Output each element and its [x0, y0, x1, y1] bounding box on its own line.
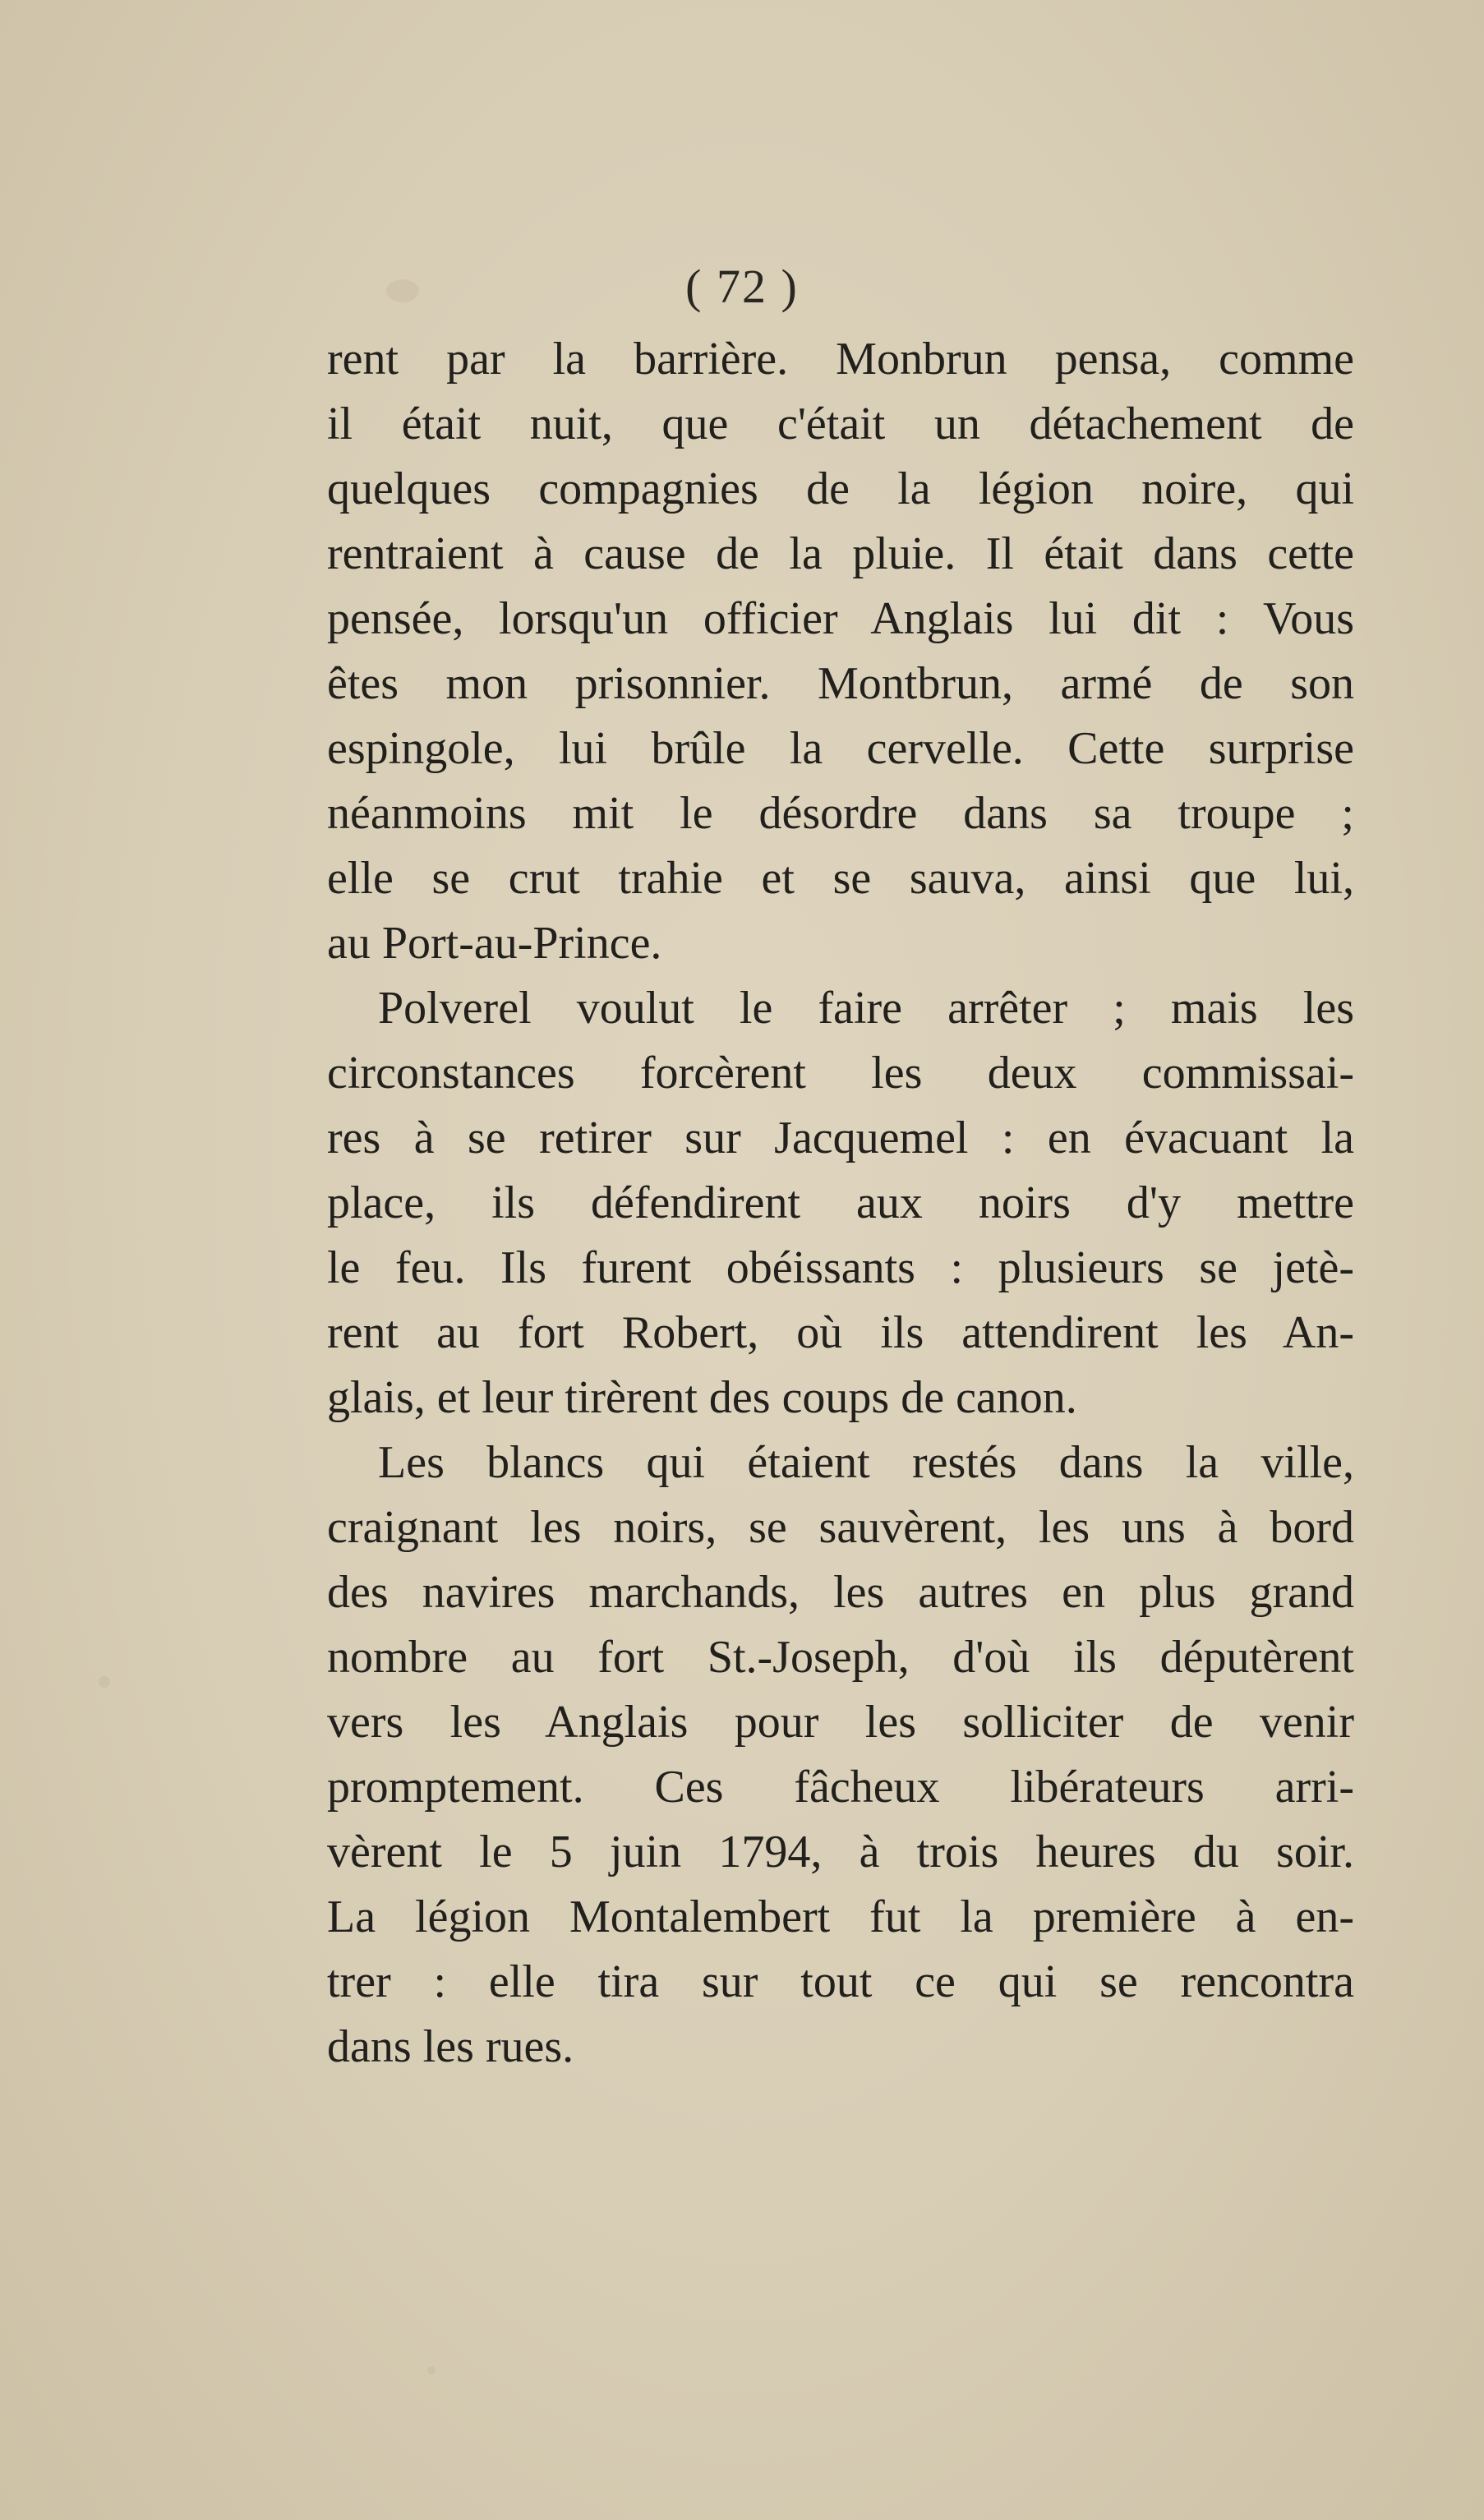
text-line: rent au fort Robert, où ils attendirent les An- — [327, 1307, 1354, 1358]
text-line: vèrent le 5 juin 1794, à trois heures du soir. — [327, 1827, 1354, 1877]
body-text — [327, 327, 1354, 2080]
paper-stain — [99, 1676, 110, 1688]
paper-stain — [427, 2366, 436, 2375]
text-line: nombre au fort St.-Joseph, d'où ils députèrent — [327, 1632, 1354, 1683]
text-line: craignant les noirs, se sauvèrent, les uns à bord — [327, 1502, 1354, 1553]
text-line: dans les rues. — [327, 2021, 574, 2072]
paragraph — [327, 1430, 1354, 2080]
page-number: ( 72 ) — [685, 260, 799, 313]
text-line: au Port-au-Prince. — [327, 918, 662, 969]
text-line: glais, et leur tirèrent des coups de canon. — [327, 1372, 1077, 1423]
text-line: elle se crut trahie et se sauva, ainsi que lui, — [327, 853, 1354, 904]
text-line: des navires marchands, les autres en plus grand — [327, 1567, 1354, 1618]
text-line: Les blancs qui étaient restés dans la ville, — [378, 1437, 1354, 1488]
text-line: le feu. Ils furent obéissants : plusieurs se jetè- — [327, 1242, 1354, 1293]
text-line: néanmoins mit le désordre dans sa troupe ; — [327, 788, 1354, 839]
text-line: promptement. Ces fâcheux libérateurs arri- — [327, 1762, 1354, 1813]
text-line: Polverel voulut le faire arrêter ; mais les — [378, 983, 1354, 1034]
text-line: La légion Montalembert fut la première à en- — [327, 1891, 1354, 1942]
text-line: trer : elle tira sur tout ce qui se rencontra — [327, 1956, 1354, 2007]
text-line: place, ils défendirent aux noirs d'y mettre — [327, 1177, 1354, 1228]
text-line: espingole, lui brûle la cervelle. Cette surprise — [327, 723, 1354, 774]
text-line: pensée, lorsqu'un officier Anglais lui dit : Vous — [327, 593, 1354, 644]
text-line: rentraient à cause de la pluie. Il était dans cette — [327, 528, 1354, 579]
text-line: êtes mon prisonnier. Montbrun, armé de son — [327, 658, 1354, 709]
paragraph — [327, 976, 1354, 1430]
text-line: il était nuit, que c'était un détachement de — [327, 399, 1354, 449]
text-line: res à se retirer sur Jacquemel : en évacuant la — [327, 1113, 1354, 1163]
text-line: vers les Anglais pour les solliciter de venir — [327, 1697, 1354, 1748]
text-line: rent par la barrière. Monbrun pensa, comme — [327, 334, 1354, 385]
text-line: circonstances forcèrent les deux commissai- — [327, 1048, 1354, 1099]
text-line: quelques compagnies de la légion noire, qui — [327, 463, 1354, 514]
paragraph — [327, 327, 1354, 976]
